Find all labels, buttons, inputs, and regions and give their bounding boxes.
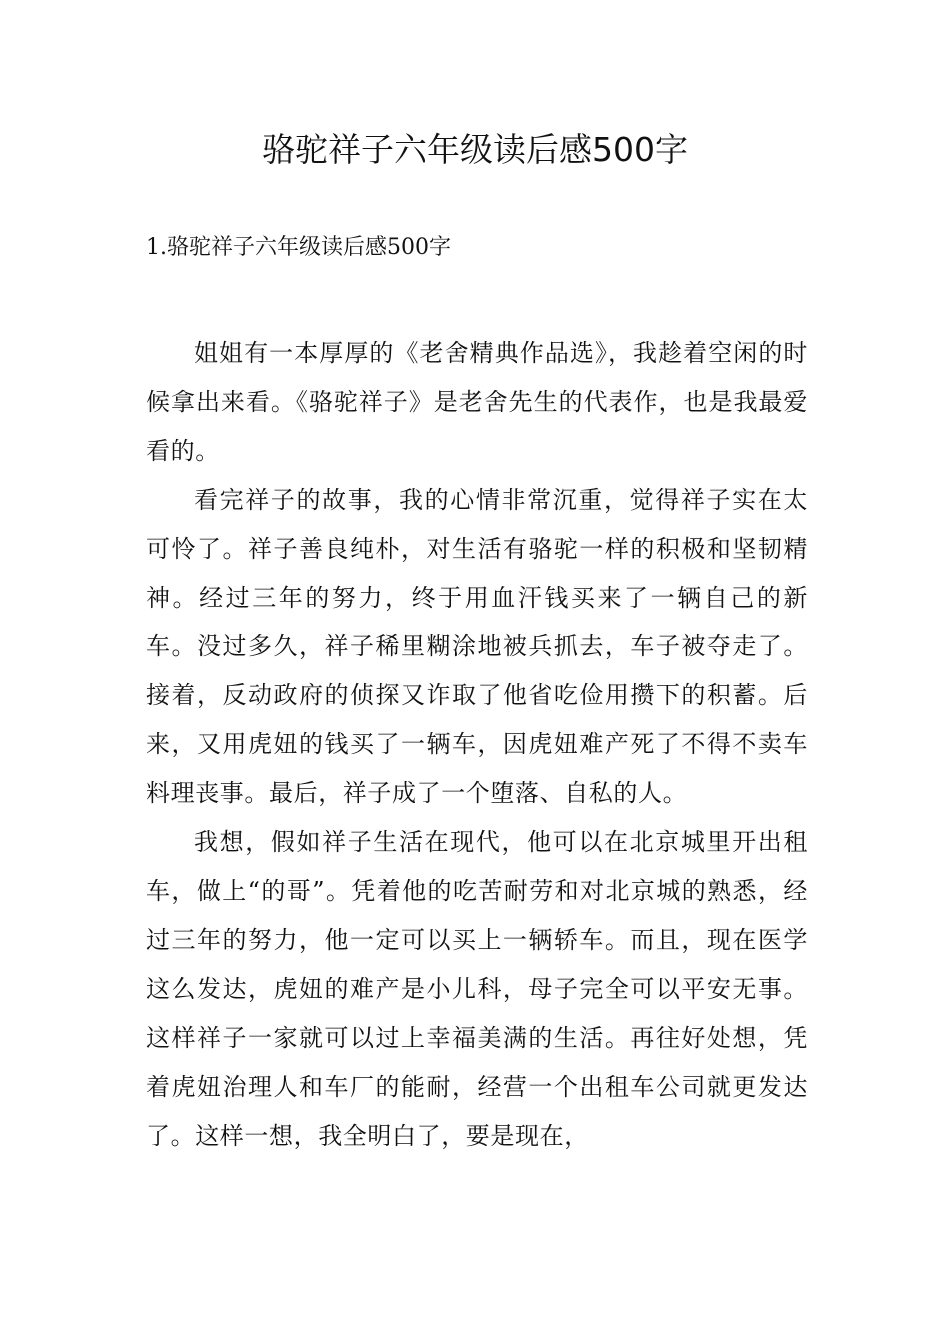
paragraph-3: 我想，假如祥子生活在现代，他可以在北京城里开出租车，做上“的哥”。凭着他的吃苦耐劳和对北京城的熟悉，经过三年的努力，他一定可以买上一辆轿车。而且，现在医学这么发达，虎妞的难产是小儿科，母子完全可以平安无事。这样祥子一家就可以过上幸福美满的生活。再往好处想，凭着虎妞治理人和车厂的能耐，经营一个出租车公司就更发达了。这样一想，我全明白了，要是现在， (146, 828, 808, 1150)
paragraph-1: 姐姐有一本厚厚的《老舍精典作品选》，我趁着空闲的时候拿出来看。《骆驼祥子》是老舍先生的代表作，也是我最爱看的。 (146, 339, 808, 465)
essay-body (146, 329, 808, 1160)
section-heading: 1.骆驼祥子六年级读后感500字 (146, 235, 451, 260)
paragraph-2: 看完祥子的故事，我的心情非常沉重，觉得祥子实在太可怜了。祥子善良纯朴，对生活有骆驼一样的积极和坚韧精神。经过三年的努力，终于用血汗钱买来了一辆自己的新车。没过多久，祥子稀里糊涂地被兵抓去，车子被夺走了。接着，反动政府的侦探又诈取了他省吃俭用攒下的积蓄。后来，又用虎妞的钱买了一辆车，因虎妞难产死了不得不卖车料理丧事。最后，祥子成了一个堕落、自私的人。 (146, 485, 808, 808)
document-title: 骆驼祥子六年级读后感500字 (262, 130, 688, 169)
